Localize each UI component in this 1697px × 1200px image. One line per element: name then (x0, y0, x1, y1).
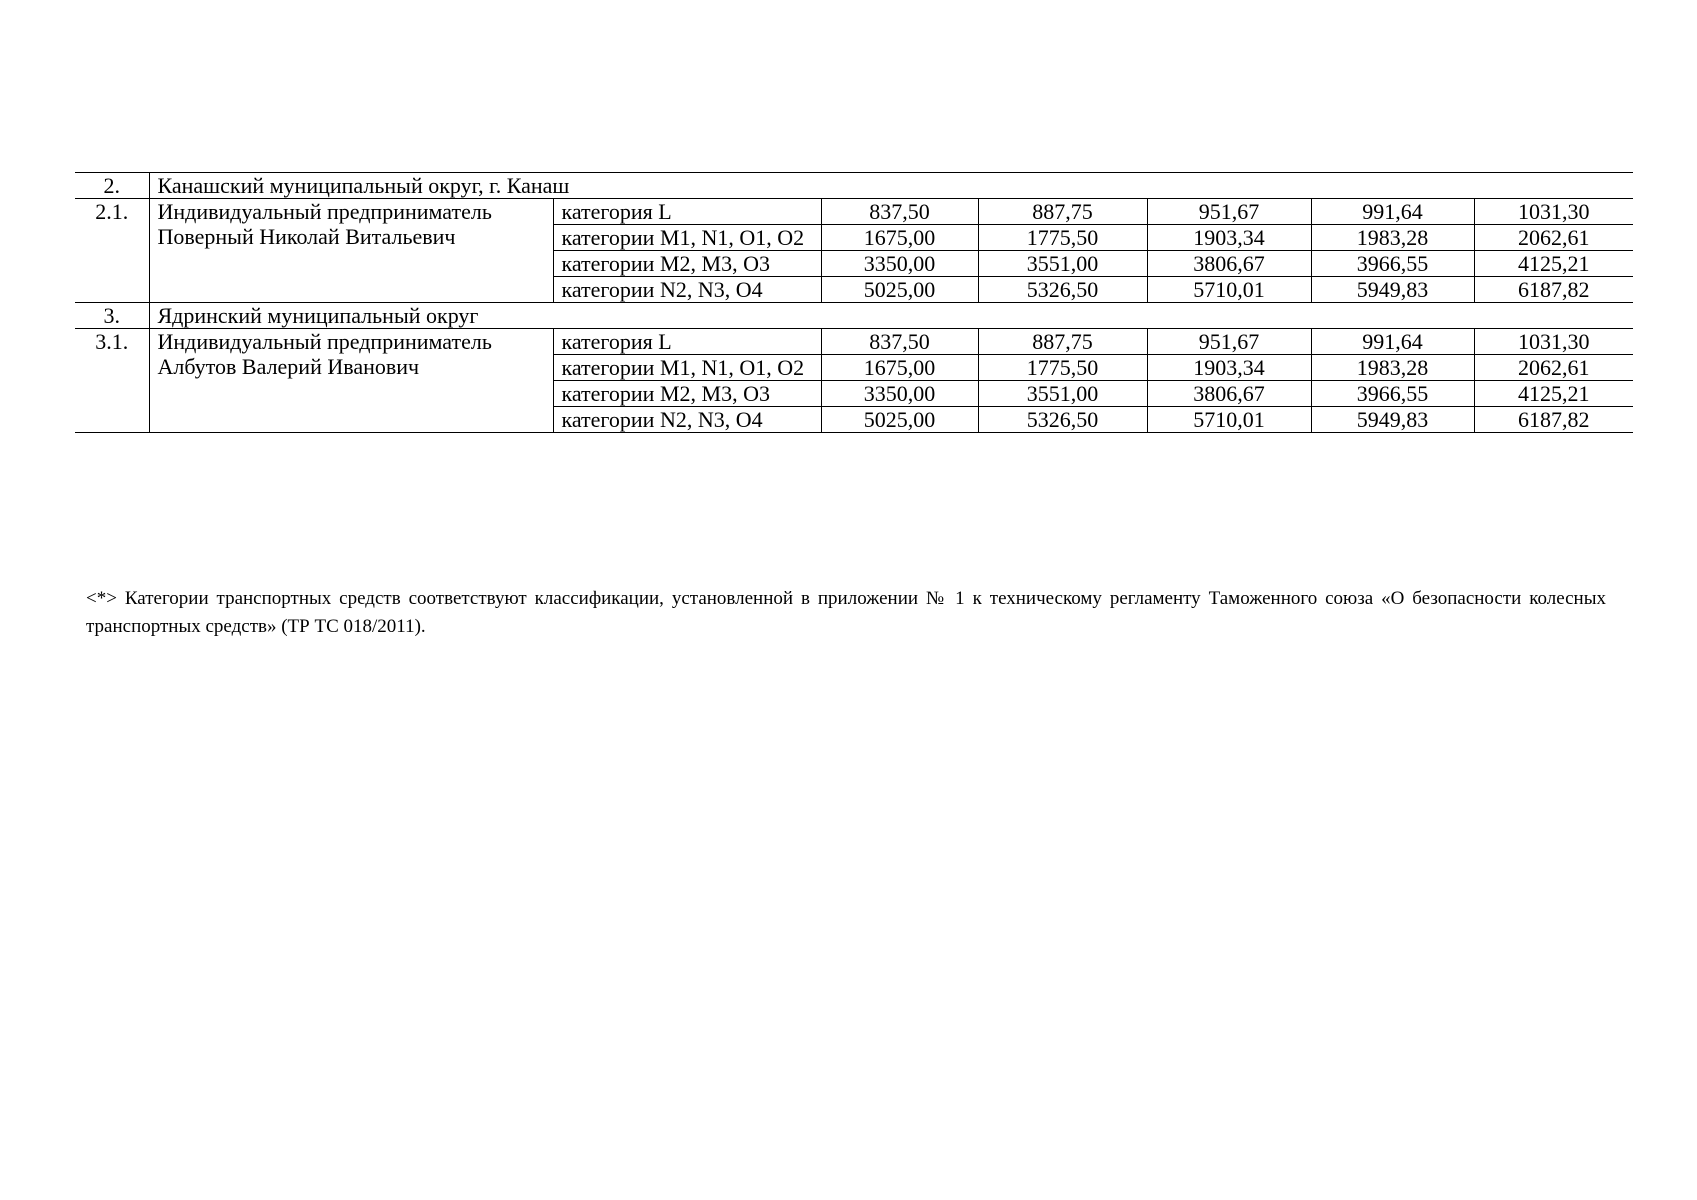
value-cell: 3350,00 (821, 251, 978, 277)
category-cell: категория L (553, 199, 821, 225)
tariff-table-container (75, 172, 1633, 433)
category-cell: категории N2, N3, O4 (553, 277, 821, 303)
value-cell: 5710,01 (1147, 277, 1311, 303)
footnote: <*> Категории транспортных средств соответствуют классификации, установленной в приложении № 1 к техническому регламенту Таможенного союза «О безопасности колесных транспортных средств» (ТР ТС 018/2011). (86, 588, 1606, 637)
value-cell: 1983,28 (1311, 355, 1474, 381)
value-cell: 3966,55 (1311, 381, 1474, 407)
entry-number: 3.1. (75, 329, 149, 433)
value-cell: 3551,00 (978, 381, 1147, 407)
value-cell: 3806,67 (1147, 381, 1311, 407)
value-cell: 1031,30 (1474, 199, 1633, 225)
value-cell: 837,50 (821, 199, 978, 225)
value-cell: 3966,55 (1311, 251, 1474, 277)
value-cell: 887,75 (978, 199, 1147, 225)
category-cell: категории N2, N3, O4 (553, 407, 821, 433)
value-cell: 5025,00 (821, 277, 978, 303)
value-cell: 3551,00 (978, 251, 1147, 277)
value-cell: 3350,00 (821, 381, 978, 407)
value-cell: 837,50 (821, 329, 978, 355)
category-cell: категории M2, M3, O3 (553, 251, 821, 277)
value-cell: 3806,67 (1147, 251, 1311, 277)
value-cell: 5326,50 (978, 407, 1147, 433)
entry-name: Индивидуальный предприниматель Поверный Николай Витальевич (149, 199, 553, 303)
table-row (75, 329, 1633, 355)
value-cell: 6187,82 (1474, 407, 1633, 433)
value-cell: 5710,01 (1147, 407, 1311, 433)
group-row (75, 173, 1633, 199)
value-cell: 1031,30 (1474, 329, 1633, 355)
entry-name: Индивидуальный предприниматель Албутов Валерий Иванович (149, 329, 553, 433)
table-row (75, 199, 1633, 225)
value-cell: 951,67 (1147, 199, 1311, 225)
value-cell: 5025,00 (821, 407, 978, 433)
value-cell: 2062,61 (1474, 355, 1633, 381)
value-cell: 4125,21 (1474, 251, 1633, 277)
value-cell: 4125,21 (1474, 381, 1633, 407)
group-row (75, 303, 1633, 329)
entry-number: 2.1. (75, 199, 149, 303)
value-cell: 991,64 (1311, 329, 1474, 355)
value-cell: 5949,83 (1311, 407, 1474, 433)
group-number: 2. (75, 173, 149, 199)
group-title: Ядринский муниципальный округ (149, 303, 1633, 329)
value-cell: 991,64 (1311, 199, 1474, 225)
value-cell: 887,75 (978, 329, 1147, 355)
value-cell: 1775,50 (978, 355, 1147, 381)
value-cell: 1903,34 (1147, 355, 1311, 381)
value-cell: 1675,00 (821, 225, 978, 251)
tariff-table (75, 172, 1633, 433)
category-cell: категории M1, N1, O1, O2 (553, 355, 821, 381)
group-number: 3. (75, 303, 149, 329)
value-cell: 1983,28 (1311, 225, 1474, 251)
value-cell: 2062,61 (1474, 225, 1633, 251)
category-cell: категория L (553, 329, 821, 355)
value-cell: 5326,50 (978, 277, 1147, 303)
category-cell: категории M1, N1, O1, O2 (553, 225, 821, 251)
value-cell: 5949,83 (1311, 277, 1474, 303)
value-cell: 1903,34 (1147, 225, 1311, 251)
value-cell: 951,67 (1147, 329, 1311, 355)
group-title: Канашский муниципальный округ, г. Канаш (149, 173, 1633, 199)
value-cell: 6187,82 (1474, 277, 1633, 303)
category-cell: категории M2, M3, O3 (553, 381, 821, 407)
value-cell: 1675,00 (821, 355, 978, 381)
value-cell: 1775,50 (978, 225, 1147, 251)
